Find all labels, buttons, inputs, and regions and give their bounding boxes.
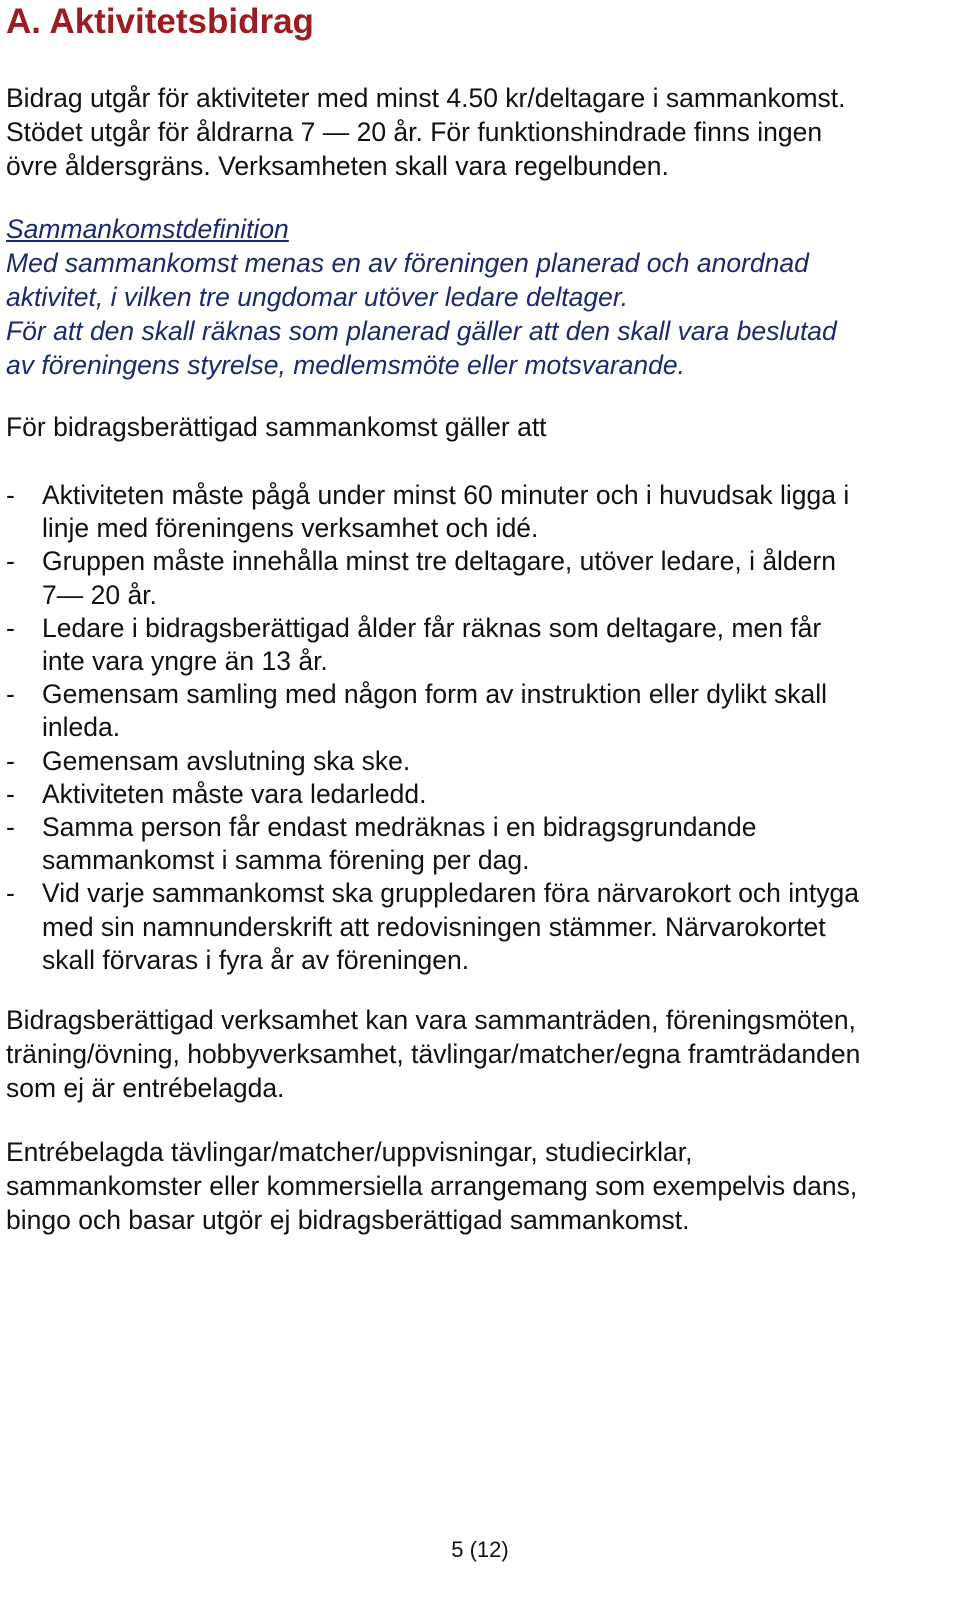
bullet-dash: -	[6, 480, 15, 510]
requirement-line: Gruppen måste innehålla minst tre deltagare, utöver ledare, i åldern	[42, 546, 836, 577]
requirement-item	[6, 678, 954, 744]
bullet-dash: -	[6, 546, 15, 577]
definition-line: För att den skall räknas som planerad gäller att den skall vara beslutad	[6, 316, 837, 346]
requirement-line: Aktiviteten måste vara ledarledd.	[42, 778, 427, 809]
requirement-item	[6, 612, 954, 678]
bullet-dash: -	[6, 679, 15, 710]
bullet-dash: -	[6, 745, 15, 776]
requirement-line: inte vara yngre än 13 år.	[42, 646, 328, 677]
requirement-line: Ledare i bidragsberättigad ålder får räknas som deltagare, men får	[42, 612, 822, 643]
requirement-line: sammankomst i samma förening per dag.	[42, 845, 530, 876]
requirement-line: Gemensam samling med någon form av instruktion eller dylikt skall	[42, 679, 828, 710]
requirement-line: Vid varje sammankomst ska gruppledaren föra närvarokort och intyga	[42, 878, 859, 909]
eligible-line: Bidragsberättigad verksamhet kan vara sammanträden, föreningsmöten,	[6, 1005, 856, 1035]
requirement-line: med sin namnunderskrift att redovisningen stämmer. Närvarokortet	[42, 911, 826, 942]
requirement-line: inleda.	[42, 712, 121, 743]
requirement-item	[6, 811, 954, 877]
requirement-item	[6, 479, 954, 545]
requirement-item	[6, 778, 954, 811]
requirement-item	[6, 545, 954, 611]
intro-paragraph	[6, 81, 954, 183]
eligible-line: som ej är entrébelagda.	[6, 1073, 285, 1103]
requirement-item	[6, 745, 954, 778]
definition-line: aktivitet, i vilken tre ungdomar utöver ledare deltager.	[6, 282, 629, 312]
definition-title: Sammankomstdefinition	[6, 214, 289, 244]
requirements-intro	[6, 410, 954, 444]
definition-block	[6, 212, 954, 382]
excluded-line: sammankomster eller kommersiella arrangemang som exempelvis dans,	[6, 1171, 858, 1201]
excluded-paragraph	[6, 1135, 954, 1237]
eligible-paragraph	[6, 1003, 954, 1105]
excluded-line: Entrébelagda tävlingar/matcher/uppvisningar, studiecirklar,	[6, 1137, 693, 1167]
intro-line: övre åldersgräns. Verksamheten skall vara regelbunden.	[6, 151, 669, 181]
requirements-list	[6, 479, 954, 977]
definition-line: Med sammankomst menas en av föreningen planerad och anordnad	[6, 248, 809, 278]
requirement-line: Samma person får endast medräknas i en bidragsgrundande	[42, 812, 757, 843]
requirement-line: Aktiviteten måste pågå under minst 60 minuter och i huvudsak ligga i	[42, 480, 850, 510]
eligible-line: träning/övning, hobbyverksamhet, tävlingar/matcher/egna framträdanden	[6, 1039, 861, 1069]
requirement-line: linje med föreningens verksamhet och idé.	[42, 513, 539, 544]
section-heading: A. Aktivitetsbidrag	[6, 2, 314, 41]
bullet-dash: -	[6, 878, 15, 909]
bullet-dash: -	[6, 612, 15, 643]
requirement-item	[6, 877, 954, 977]
page-number: 5 (12)	[451, 1537, 509, 1562]
intro-line: Stödet utgår för åldrarna 7 — 20 år. För funktionshindrade finns ingen	[6, 117, 823, 147]
requirement-line: skall förvaras i fyra år av föreningen.	[42, 944, 470, 975]
bullet-dash: -	[6, 812, 15, 843]
bullet-dash: -	[6, 778, 15, 809]
requirement-line: Gemensam avslutning ska ske.	[42, 745, 411, 776]
requirements-intro-text: För bidragsberättigad sammankomst gäller att	[6, 412, 547, 442]
definition-line: av föreningens styrelse, medlemsmöte eller motsvarande.	[6, 350, 685, 380]
excluded-line: bingo och basar utgör ej bidragsberättigad sammankomst.	[6, 1205, 690, 1235]
requirement-line: 7— 20 år.	[42, 579, 157, 610]
intro-line: Bidrag utgår för aktiviteter med minst 4.50 kr/deltagare i sammankomst.	[6, 83, 846, 113]
